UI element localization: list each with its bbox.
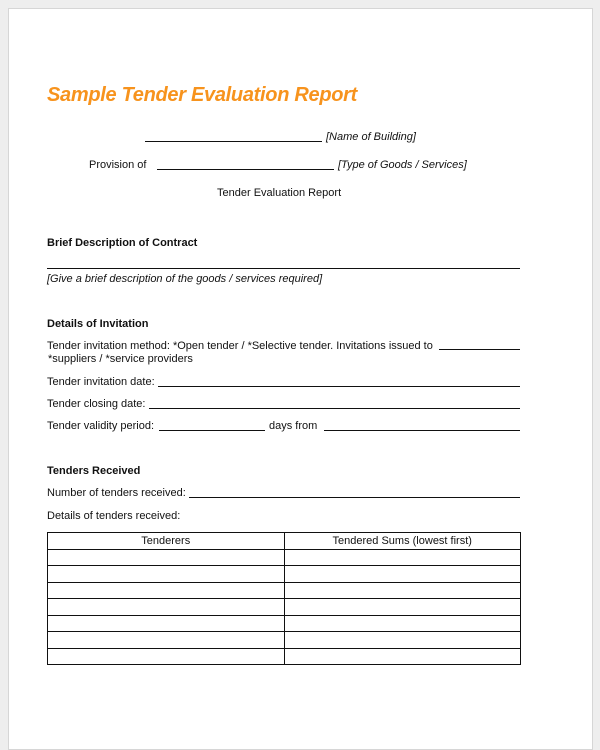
table-row: [48, 549, 521, 566]
tenderer-cell[interactable]: [48, 582, 285, 599]
invitation-method-cont: *suppliers / *service providers: [48, 353, 193, 365]
tenderer-cell[interactable]: [48, 599, 285, 616]
header-tenderers: Tenderers: [48, 533, 285, 550]
days-from-label: days from: [269, 420, 318, 432]
sum-cell[interactable]: [284, 648, 521, 665]
table-row: [48, 648, 521, 665]
closing-date-blank[interactable]: [149, 408, 520, 409]
sum-cell[interactable]: [284, 549, 521, 566]
tenders-received-heading: Tenders Received: [47, 465, 141, 477]
name-of-building-label: [Name of Building]: [326, 131, 416, 143]
sum-cell[interactable]: [284, 632, 521, 649]
days-from-blank[interactable]: [324, 430, 520, 431]
provision-of-label: Provision of: [89, 159, 147, 171]
report-subtitle: Tender Evaluation Report: [217, 187, 342, 199]
tenderer-cell[interactable]: [48, 566, 285, 583]
tenderer-cell[interactable]: [48, 632, 285, 649]
table-row: [48, 566, 521, 583]
building-name-blank[interactable]: [145, 141, 322, 142]
tenderer-cell[interactable]: [48, 615, 285, 632]
table-row: [48, 599, 521, 616]
number-of-tenders-blank[interactable]: [189, 497, 520, 498]
header-tendered-sums: Tendered Sums (lowest first): [284, 533, 521, 550]
table-header-row: [48, 533, 521, 550]
invitation-date-blank[interactable]: [158, 386, 520, 387]
invitation-method: Tender invitation method: *Open tender / *Selective tender. Invitations issued to: [47, 340, 433, 352]
number-of-tenders-label: Number of tenders received:: [47, 487, 186, 499]
tenderer-cell[interactable]: [48, 648, 285, 665]
sum-cell[interactable]: [284, 566, 521, 583]
closing-date-label: Tender closing date:: [47, 398, 146, 410]
table-row: [48, 582, 521, 599]
sum-cell[interactable]: [284, 599, 521, 616]
validity-period-label: Tender validity period:: [47, 420, 155, 432]
brief-hint: [Give a brief description of the goods / services required]: [47, 273, 323, 285]
tenders-table: [47, 532, 521, 665]
sum-cell[interactable]: [284, 582, 521, 599]
invitations-issued-blank[interactable]: [439, 349, 520, 350]
table-row: [48, 632, 521, 649]
tenderer-cell[interactable]: [48, 549, 285, 566]
validity-period-blank[interactable]: [159, 430, 265, 431]
brief-heading: Brief Description of Contract: [47, 237, 198, 249]
goods-type-blank[interactable]: [157, 169, 334, 170]
document-title: Sample Tender Evaluation Report: [47, 84, 358, 106]
details-of-tenders-label: Details of tenders received:: [47, 510, 181, 522]
invitation-date-label: Tender invitation date:: [47, 376, 155, 388]
invitation-heading: Details of Invitation: [47, 318, 149, 330]
brief-description-blank[interactable]: [47, 268, 520, 269]
sum-cell[interactable]: [284, 615, 521, 632]
type-of-goods-label: [Type of Goods / Services]: [338, 159, 467, 171]
table-row: [48, 615, 521, 632]
